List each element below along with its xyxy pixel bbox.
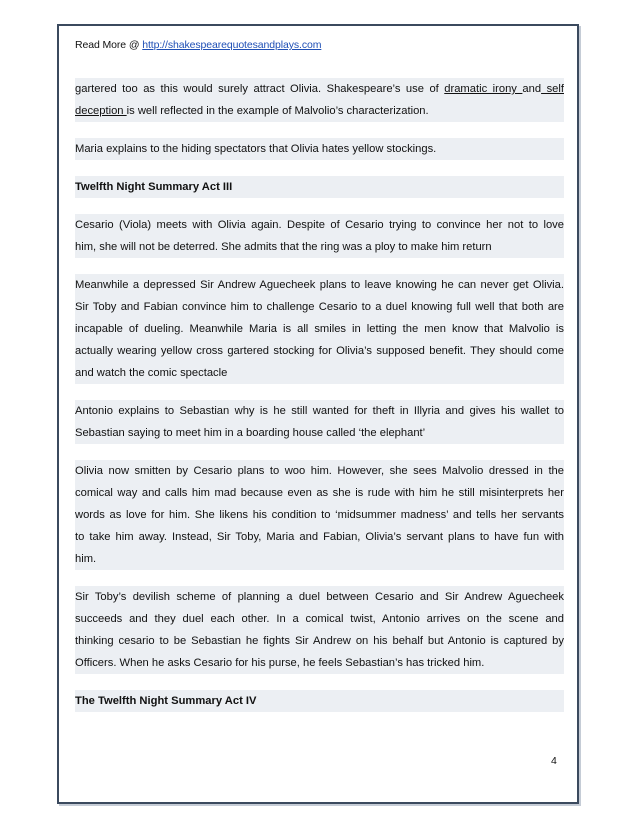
text-line: actually wearing yellow cross gartered stocking for Olivia’s supposed benefit. They should come xyxy=(75,340,564,362)
link-deception[interactable]: deception xyxy=(75,105,127,117)
page-header xyxy=(75,39,321,51)
text-line: incapable of dueling. Meanwhile Maria is all smiles in letting the men know that Malvolio is xyxy=(75,318,564,340)
text-line: gartered too as this would surely attract Olivia. Shakespeare’s use of dramatic irony and self xyxy=(75,78,564,100)
text-line: deception is well reflected in the example of Malvolio’s characterization. xyxy=(75,100,564,122)
text-line: words as love for him. She likens his condition to ‘midsummer madness’ and tells her servants xyxy=(75,504,564,526)
text-line: Sir Toby and Fabian convince him to challenge Cesario to a duel knowing full well that both are xyxy=(75,296,564,318)
text-line: him, she will not be deterred. She admits that the ring was a ploy to make him return xyxy=(75,236,564,258)
section-heading-act-4: The Twelfth Night Summary Act IV xyxy=(75,690,564,712)
text-line: him. xyxy=(75,548,564,570)
text-line: Olivia now smitten by Cesario plans to woo him. However, she sees Malvolio dressed in the xyxy=(75,460,564,482)
text-line: Antonio explains to Sebastian why is he still wanted for theft in Illyria and gives his wallet to xyxy=(75,400,564,422)
text-line: comical way and calls him mad because even as she is rude with him he still misinterprets her xyxy=(75,482,564,504)
text-line: Cesario (Viola) meets with Olivia again. Despite of Cesario trying to convince her not to love xyxy=(75,214,564,236)
document-body xyxy=(75,78,564,712)
link-dramatic-irony[interactable]: dramatic irony xyxy=(444,83,523,95)
text-line: succeeds and they duel each other. In a comical twist, Antonio arrives on the scene and xyxy=(75,608,564,630)
text-line: Sebastian saying to meet him in a boarding house called ‘the elephant’ xyxy=(75,422,564,444)
text-line: and watch the comic spectacle xyxy=(75,362,564,384)
link-self[interactable]: self xyxy=(541,83,564,95)
text-line: to take him away. Instead, Sir Toby, Maria and Fabian, Olivia’s servant plans to have fun with xyxy=(75,526,564,548)
text-line: thinking cesario to be Sebastian he fights Sir Andrew on his behalf but Antonio is captured by xyxy=(75,630,564,652)
text-line: Meanwhile a depressed Sir Andrew Aguecheek plans to leave knowing he can never get Olivia. xyxy=(75,274,564,296)
header-prefix: Read More @ xyxy=(75,39,143,51)
text-line: Maria explains to the hiding spectators that Olivia hates yellow stockings. xyxy=(75,138,564,160)
header-link[interactable]: http://shakespearequotesandplays.com xyxy=(142,39,322,51)
text-line: Officers. When he asks Cesario for his purse, he feels Sebastian’s has tricked him. xyxy=(75,652,564,674)
page-number: 4 xyxy=(551,755,557,767)
text-line: Sir Toby’s devilish scheme of planning a duel between Cesario and Sir Andrew Aguecheek xyxy=(75,586,564,608)
section-heading-act-3: Twelfth Night Summary Act III xyxy=(75,176,564,198)
